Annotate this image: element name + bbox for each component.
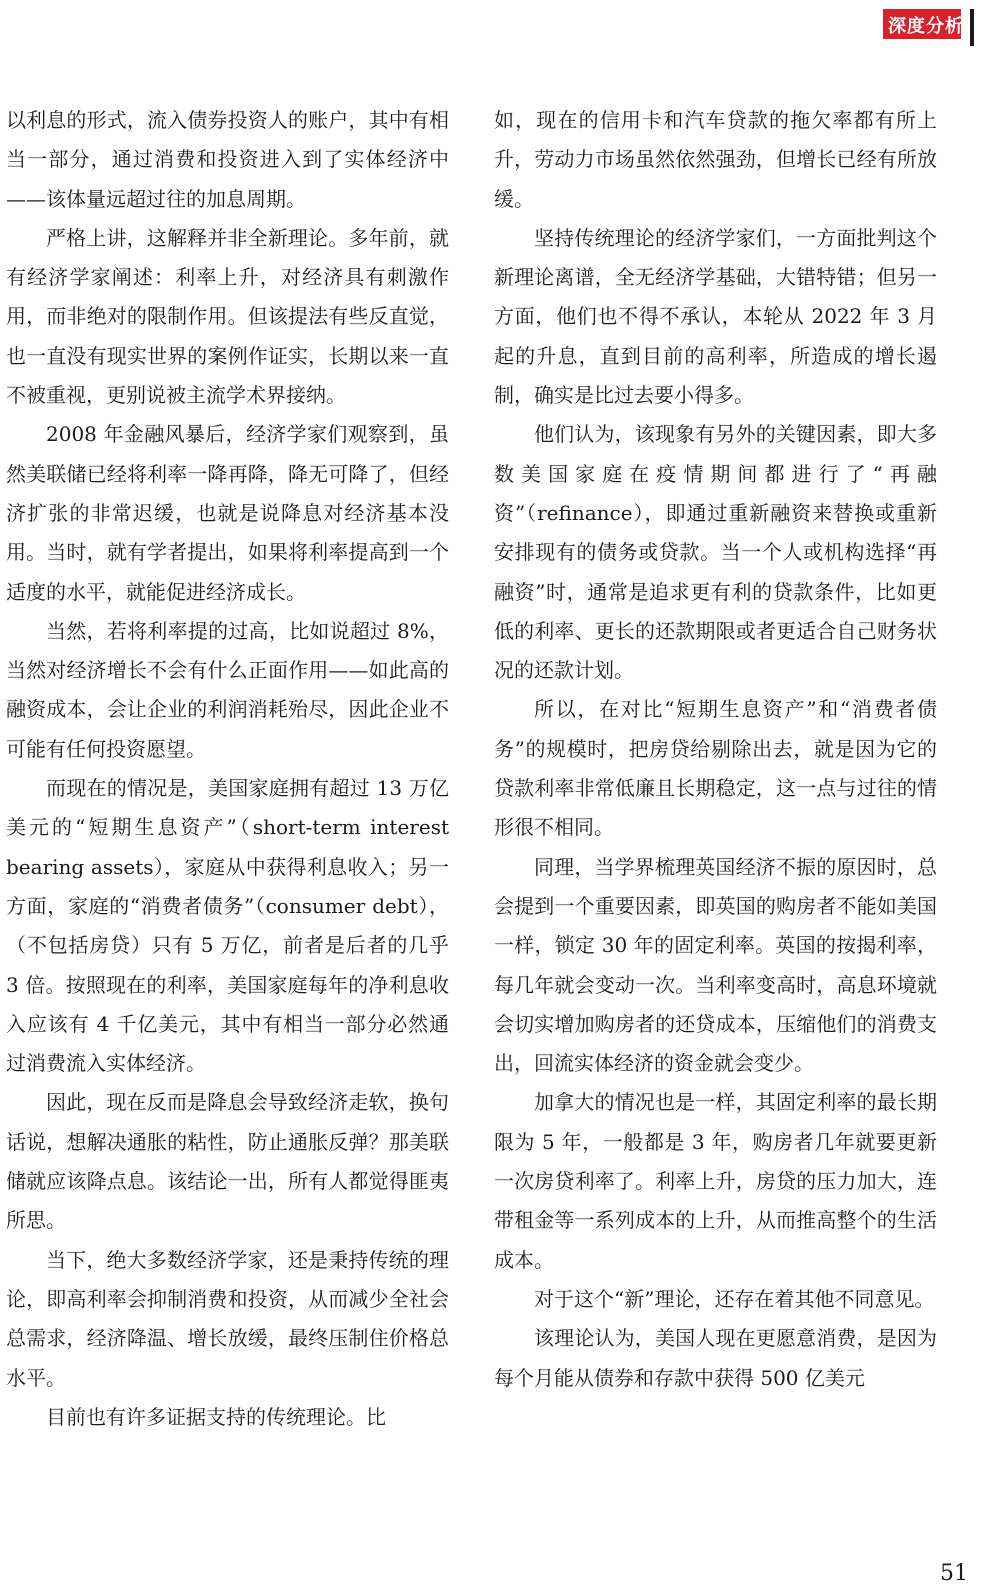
paragraph: 坚持传统理论的经济学家们，一方面批判这个新理论离谱，全无经济学基础，大错特错；但另一方面，他们也不得不承认，本轮从 2022 年 3 月起的升息，直到目前的高利率，所造成的增长遏制，确实是比过去要小得多。 bbox=[494, 225, 937, 408]
paragraph: 因此，现在反而是降息会导致经济走软，换句话说，想解决通胀的粘性，防止通胀反弹？那美联储就应该降点息。该结论一出，所有人都觉得匪夷所思。 bbox=[6, 1090, 449, 1233]
paragraph: 同理，当学界梳理英国经济不振的原因时，总会提到一个重要因素，即英国的购房者不能如美国一样，锁定 30 年的固定利率。英国的按揭利率，每几年就会变动一次。当利率变高时，高息环境就会切实增加购房者的还贷成本，压缩他们的消费支出，回流实体经济的资金就会变少。 bbox=[494, 854, 937, 1076]
left-column bbox=[6, 101, 449, 1437]
paragraph: 他们认为，该现象有另外的关键因素，即大多数美国家庭在疫情期间都进行了“再融资”（refinance），即通过重新融资来替换或重新安排现有的债务或贷款。当一个人或机构选择“再融资”时，通常是追求更有利的贷款条件，比如更低的利率、更长的还款期限或者更适合自己财务状况的还款计划。 bbox=[494, 422, 937, 683]
paragraph: 如，现在的信用卡和汽车贷款的拖欠率都有所上升，劳动力市场虽然依然强劲，但增长已经有所放缓。 bbox=[494, 108, 937, 211]
paragraph: 以利息的形式，流入债券投资人的账户，其中有相当一部分，通过消费和投资进入到了实体经济中——该体量远超过往的加息周期。 bbox=[6, 108, 449, 211]
page-number: 51 bbox=[940, 1561, 968, 1586]
paragraph: 2008 年金融风暴后，经济学家们观察到，虽然美联储已经将利率一降再降，降无可降了，但经济扩张的非常迟缓，也就是说降息对经济基本没用。当时，就有学者提出，如果将利率提高到一个适度的水平，就能促进经济成长。 bbox=[6, 422, 449, 604]
paragraph: 加拿大的情况也是一样，其固定利率的最长期限为 5 年，一般都是 3 年，购房者几年就要更新一次房贷利率了。利率上升，房贷的压力加大，连带租金等一系列成本的上升，从而推高整个的生活成本。 bbox=[494, 1090, 937, 1272]
paragraph: 所以，在对比“短期生息资产”和“消费者债务”的规模时，把房贷给剔除出去，就是因为它的贷款利率非常低廉且长期稳定，这一点与过往的情形很不相同。 bbox=[494, 697, 937, 840]
paragraph: 目前也有许多证据支持的传统理论。比 bbox=[46, 1404, 386, 1429]
paragraph: 对于这个“新”理论，还存在着其他不同意见。 bbox=[534, 1286, 935, 1311]
paragraph: 当然，若将利率提的过高，比如说超过 8%，当然对经济增长不会有什么正面作用——如此高的融资成本，会让企业的利润消耗殆尽，因此企业不可能有任何投资愿望。 bbox=[6, 618, 449, 761]
paragraph: 而现在的情况是，美国家庭拥有超过 13 万亿美元的“短期生息资产”（short-term interest bearing assets），家庭从中获得利息收入；另一方面，家庭的“消费者债务”（consumer debt），（不包括房贷）只有 5 万亿，前者是后者的几乎 3 倍。按照现在的利率，美国家庭每年的净利息收入应该有 4 千亿美元，其中有相当一部分必然通过消费流入实体经济。 bbox=[6, 776, 449, 1076]
header-rule bbox=[970, 9, 974, 46]
paragraph: 严格上讲，这解释并非全新理论。多年前，就有经济学家阐述：利率上升，对经济具有刺激作用，而非绝对的限制作用。但该提法有些反直觉，也一直没有现实世界的案例作证实，长期以来一直不被重视，更别说被主流学术界接纳。 bbox=[6, 225, 449, 408]
paragraph: 当下，绝大多数经济学家，还是秉持传统的理论，即高利率会抑制消费和投资，从而减少全社会总需求，经济降温、增长放缓，最终压制住价格总水平。 bbox=[6, 1247, 449, 1390]
section-title: 深度分析 bbox=[888, 16, 964, 37]
paragraph: 该理论认为，美国人现在更愿意消费，是因为每个月能从债券和存款中获得 500 亿美元 bbox=[494, 1326, 937, 1390]
right-column bbox=[494, 101, 937, 1398]
